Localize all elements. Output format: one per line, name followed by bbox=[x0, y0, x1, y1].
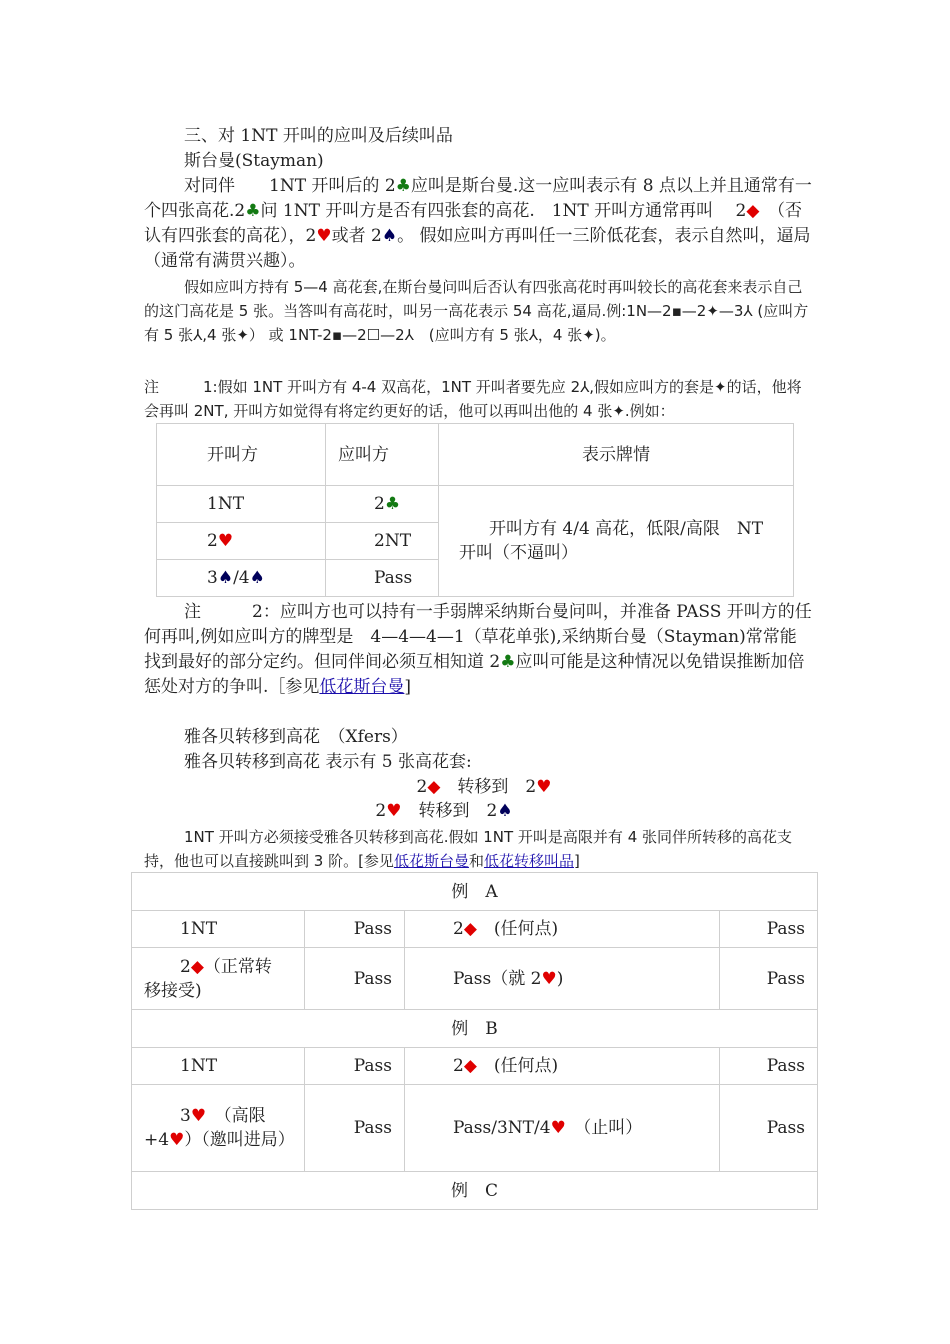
xfers-heading: 雅各贝转移到高花 （Xfers） bbox=[184, 727, 408, 747]
suit-icon: ♥ bbox=[386, 801, 402, 821]
b2-c3: Pass/3NT/4♥ （止叫） bbox=[405, 1085, 720, 1172]
b1-c1: 1NT bbox=[132, 1048, 305, 1085]
example-c-title: 例 C bbox=[132, 1172, 818, 1210]
header-meaning: 表示牌情 bbox=[439, 424, 794, 486]
note-2-end: ] bbox=[404, 677, 412, 697]
link-minor-transfer[interactable]: 低花转移叫品 bbox=[483, 852, 574, 870]
xfers-paragraph bbox=[144, 825, 816, 873]
row2-opener: 2♥ bbox=[157, 523, 326, 560]
a2-c3: Pass（就 2♥) bbox=[405, 948, 720, 1010]
a1-c3: 2◆ (任何点) bbox=[405, 911, 720, 948]
a1-c4: Pass bbox=[720, 911, 818, 948]
xfers-intro: 雅各贝转移到高花 表示有 5 张高花套: bbox=[184, 752, 472, 772]
note-1-label: 注 bbox=[144, 378, 160, 396]
xfers-line-2: 2♥ 转移到 2♠ bbox=[375, 801, 513, 821]
row2-responder: 2NT bbox=[326, 523, 439, 560]
b1-c2: Pass bbox=[305, 1048, 405, 1085]
a2-c1: 2◆（正常转移接受) bbox=[132, 948, 305, 1010]
b1-c4: Pass bbox=[720, 1048, 818, 1085]
xfers-paragraph-end: ] bbox=[573, 852, 580, 870]
row3-responder: Pass bbox=[326, 560, 439, 597]
suit-icon: ♥ bbox=[217, 531, 234, 551]
suit-icon: ♥ bbox=[536, 777, 552, 797]
suit-icon: ♥ bbox=[541, 968, 557, 989]
suit-icon: ◆ bbox=[190, 956, 204, 977]
a2-c2: Pass bbox=[305, 948, 405, 1010]
suit-icon: ♥ bbox=[169, 1130, 185, 1150]
meaning-cell: 开叫方有 4/4 高花，低限/高限 NT 开叫（不逼叫） bbox=[439, 486, 794, 597]
xfers-and: 和 bbox=[468, 852, 484, 870]
xfers-paragraph-text: 1NT 开叫方必须接受雅各贝转移到高花.假如 1NT 开叫是高限并有 4 张同伴所转移的高花支持，他也可以直接跳叫到 3 阶。[参见 bbox=[144, 828, 793, 870]
suit-icon: ◆ bbox=[427, 777, 441, 797]
header-responder: 应叫方 bbox=[326, 424, 439, 486]
note-1-text: 1:假如 1NT 开叫方有 4-4 双高花，1NT 开叫者要先应 2⅄,假如应叫方的套是✦的话，他将会再叫 2NT, 开叫方如觉得有将定约更好的话，他可以再叫出他的 4 张✦.例如： bbox=[144, 378, 802, 420]
stayman-example-table bbox=[156, 423, 794, 597]
example-a-title: 例 A bbox=[132, 873, 818, 911]
row3-opener: 3♠/4♠ bbox=[157, 560, 326, 597]
xfers-example-table bbox=[131, 872, 818, 1210]
note-2 bbox=[144, 600, 812, 700]
suit-icon: ◆ bbox=[463, 919, 477, 939]
suit-icon: ♣ bbox=[245, 201, 261, 221]
a2-c4: Pass bbox=[720, 948, 818, 1010]
a1-c1: 1NT bbox=[132, 911, 305, 948]
section-heading: 三、对 1NT 开叫的应叫及后续叫品 bbox=[184, 126, 453, 146]
row1-opener: 1NT bbox=[157, 486, 326, 523]
stayman-heading: 斯台曼(Stayman) bbox=[184, 151, 324, 171]
suit-icon: ♠ bbox=[381, 226, 398, 246]
header-opener: 开叫方 bbox=[157, 424, 326, 486]
row1-responder: 2♣ bbox=[326, 486, 439, 523]
suit-icon: ♥ bbox=[190, 1106, 207, 1126]
b1-c3: 2◆ (任何点) bbox=[405, 1048, 720, 1085]
suit-icon: ♥ bbox=[550, 1118, 566, 1138]
link-minor-stayman-2[interactable]: 低花斯台曼 bbox=[393, 852, 469, 870]
stayman-paragraph: 对同伴 1NT 开叫后的 2♣应叫是斯台曼.这一应叫表示有 8 点以上并且通常有一个四张高花.2♣问 1NT 开叫方是否有四张套的高花. 1NT 开叫方通常再叫 2◆ （否认有四张套的高花），2♥或者 2♠。 假如应叫方再叫任一三阶低花套，表示自然叫，逼局（通常有满贯兴趣）。 bbox=[144, 176, 812, 271]
suit-icon: ♣ bbox=[395, 176, 411, 196]
stayman-paragraph-2: 假如应叫方持有 5—4 高花套,在斯台曼问叫后否认有四张高花时再叫较长的高花套来表示自己的这门高花是 5 张。当答叫有高花时，叫另一高花表示 54 高花,逼局.例:1N—2▪—2✦—3⅄ (应叫方有 5 张⅄,4 张✦） 或 1NT-2▪—2☐—2⅄ (应叫方有 5 张⅄，4 张✦)。 bbox=[144, 278, 809, 344]
b2-c2: Pass bbox=[305, 1085, 405, 1172]
suit-icon: ♠ bbox=[217, 568, 234, 588]
suit-icon: ◆ bbox=[463, 1056, 477, 1076]
suit-icon: ◆ bbox=[746, 201, 760, 221]
note-2-text: 注 2：应叫方也可以持有一手弱牌采纳斯台曼问叫，并准备 PASS 开叫方的任何再叫,例如应叫方的牌型是 4—4—4—1（草花单张),采纳斯台曼（Stayman)常常能找到最好的部分定约。但同伴间必须互相知道 2♣应叫可能是这种情况以免错误推断加倍惩处对方的争叫.［参见 bbox=[144, 602, 812, 697]
note-1 bbox=[144, 375, 812, 423]
suit-icon: ♣ bbox=[500, 652, 516, 672]
link-minor-stayman[interactable]: 低花斯台曼 bbox=[319, 677, 405, 697]
suit-icon: ♠ bbox=[497, 801, 513, 821]
b2-c1: 3♥ （高限+4♥）（邀叫进局） bbox=[132, 1085, 305, 1172]
suit-icon: ♥ bbox=[316, 226, 332, 246]
a1-c2: Pass bbox=[305, 911, 405, 948]
b2-c4: Pass bbox=[720, 1085, 818, 1172]
example-b-title: 例 B bbox=[132, 1010, 818, 1048]
suit-icon: ♠ bbox=[249, 568, 265, 588]
suit-icon: ♣ bbox=[384, 494, 401, 514]
xfers-line-1: 2◆ 转移到 2♥ bbox=[416, 777, 552, 797]
